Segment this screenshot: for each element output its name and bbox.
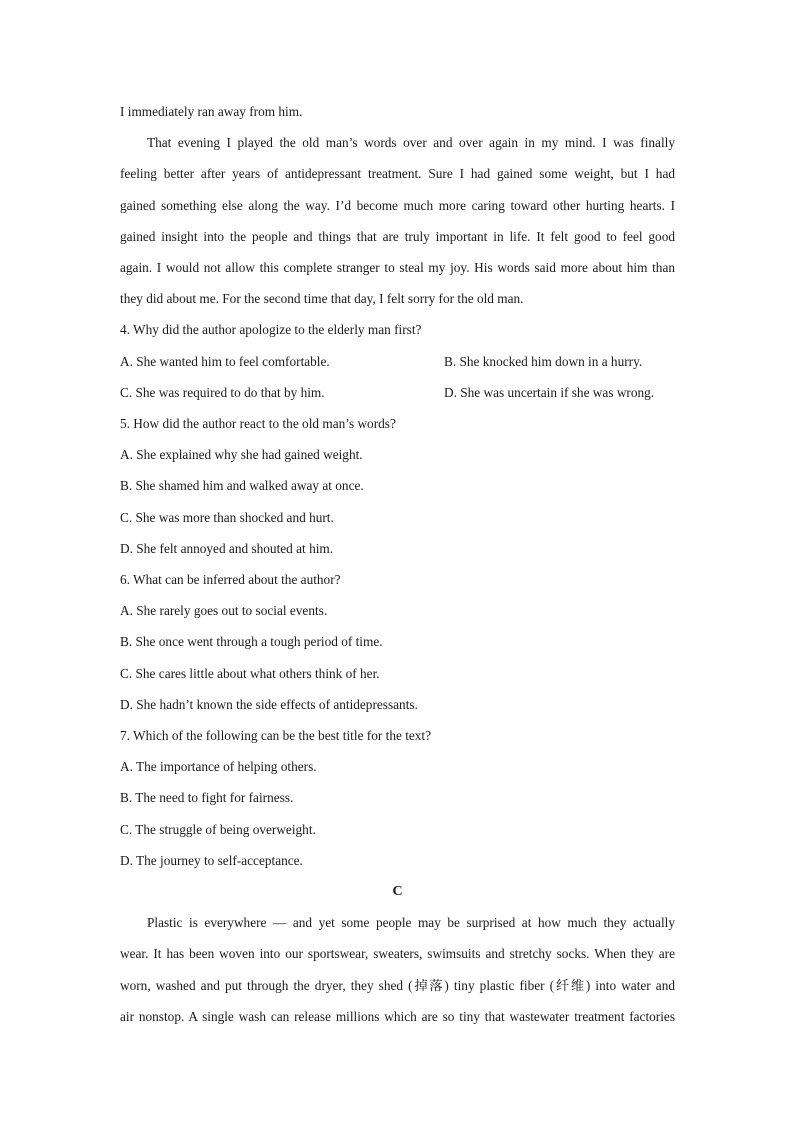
- option-d: D. She was uncertain if she was wrong.: [444, 384, 655, 400]
- question-6: [120, 564, 675, 720]
- question-stem: 6. What can be inferred about the author?: [120, 572, 341, 588]
- option-c: C. The struggle of being overweight.: [120, 821, 316, 837]
- option-c: C. She was required to do that by him.: [120, 384, 325, 400]
- option-d: D. She felt annoyed and shouted at him.: [120, 540, 334, 556]
- question-4: [120, 314, 675, 408]
- section-heading: C: [392, 884, 403, 900]
- paragraph-line: Plastic is everywhere — and yet some people may be surprised at how much they actually: [147, 915, 675, 931]
- question-7: [120, 720, 675, 876]
- option-a: A. She wanted him to feel comfortable.: [120, 353, 330, 369]
- option-a: A. The importance of helping others.: [120, 759, 317, 775]
- option-b: B. She knocked him down in a hurry.: [444, 353, 643, 369]
- question-stem: 5. How did the author react to the old man’s words?: [120, 416, 396, 432]
- paragraph-line: feeling better after years of antidepressant treatment. Sure I had gained some weight, but I had: [120, 166, 675, 182]
- passage-c-paragraph: [120, 907, 675, 1032]
- passage-b-paragraph: [120, 127, 675, 314]
- paragraph-line: again. I would not allow this complete stranger to steal my joy. His words said more about him than: [120, 260, 675, 276]
- option-c: C. She cares little about what others think of her.: [120, 665, 380, 681]
- paragraph-line: worn, washed and put through the dryer, they shed (掉落) tiny plastic fiber (纤维) into water and: [120, 977, 675, 993]
- paragraph-line: air nonstop. A single wash can release millions which are so tiny that wastewater treatment factories: [120, 1008, 675, 1024]
- option-a: A. She rarely goes out to social events.: [120, 603, 328, 619]
- option-d: D. She hadn’t known the side effects of antidepressants.: [120, 696, 418, 712]
- paragraph-line: wear. It has been woven into our sportswear, sweaters, swimsuits and stretchy socks. When they are: [120, 946, 675, 962]
- option-a: A. She explained why she had gained weight.: [120, 447, 363, 463]
- option-row: [120, 346, 675, 377]
- paragraph-line: gained insight into the people and things that are truly important in life. It felt good to feel good: [120, 228, 675, 244]
- paragraph-line: gained something else along the way. I’d become much more caring toward other hurting hearts. I: [120, 197, 675, 213]
- option-d: D. The journey to self-acceptance.: [120, 852, 303, 868]
- option-b: B. She shamed him and walked away at once.: [120, 478, 364, 494]
- paragraph-line: they did about me. For the second time that day, I felt sorry for the old man.: [120, 291, 524, 307]
- question-stem: 4. Why did the author apologize to the elderly man first?: [120, 322, 422, 338]
- question-5: [120, 408, 675, 564]
- passage-b-opening-line: I immediately ran away from him.: [120, 104, 303, 119]
- option-b: B. She once went through a tough period of time.: [120, 634, 383, 650]
- option-c: C. She was more than shocked and hurt.: [120, 509, 334, 525]
- option-b: B. The need to fight for fairness.: [120, 790, 294, 806]
- question-stem: 7. Which of the following can be the best title for the text?: [120, 728, 432, 744]
- option-row: [120, 377, 675, 408]
- document-page: [120, 96, 675, 1032]
- paragraph-line: That evening I played the old man’s words over and over again in my mind. I was finally: [147, 135, 675, 151]
